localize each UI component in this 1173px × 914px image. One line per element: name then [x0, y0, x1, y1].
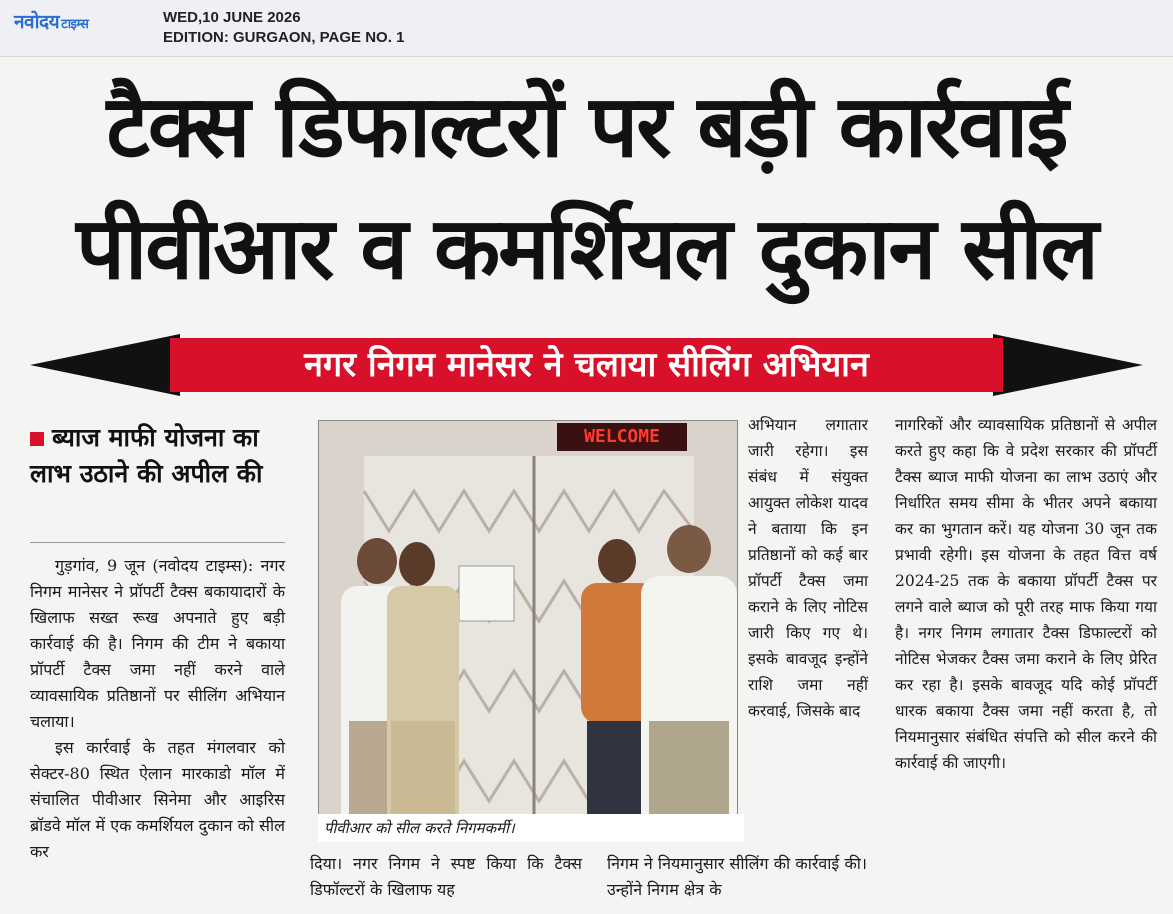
newspaper-logo[interactable] [14, 8, 88, 34]
issue-date: WED,10 JUNE 2026 [163, 9, 301, 26]
column-3 [748, 412, 868, 724]
strapline-banner [30, 334, 1143, 396]
photo-illustration [319, 421, 737, 835]
headline-line-1: टैक्स डिफाल्टरों पर बड़ी कार्रवाई [106, 77, 1067, 177]
welcome-sign: WELCOME [557, 423, 687, 451]
col2-paragraph: दिया। नगर निगम ने स्पष्ट किया कि टैक्स डिफॉल्टरों के खिलाफ यह [310, 854, 582, 899]
top-bar [0, 0, 1173, 57]
subheading-text: ब्याज माफी योजना का लाभ उठाने की अपील की [30, 423, 263, 488]
col1-paragraph-1: गुड़गांव, 9 जून (नवोदय टाइम्स): नगर निगम मानेसर ने प्रॉपर्टी टैक्स बकायादारों के खिलाफ सख्त रूख अपनाते हुए बड़ी कार्रवाई की है। निगम की टीम ने बकाया प्रॉपर्टी टैक्स जमा नहीं करने वाले व्यावसायिक प्रतिष्ठानों पर सीलिंग अभियान चलाया। [30, 556, 285, 731]
column-3-bottom [607, 851, 867, 903]
col3-bottom-paragraph: निगम ने नियमानुसार सीलिंग की कार्रवाई की। उन्होंने निगम क्षेत्र के [607, 854, 867, 899]
logo-text: नवोदय [14, 11, 60, 33]
column-1 [30, 553, 285, 865]
col1-paragraph-2: इस कार्रवाई के तहत मंगलवार को सेक्टर-80 स्थित ऐलान मारकाडो मॉल में संचालित पीवीआर सिनेमा और आइरिस ब्रॉडवे मॉल में एक कमर्शियल दुकान को सील कर [30, 738, 285, 861]
banner-text: नगर निगम मानेसर ने चलाया सीलिंग अभियान [170, 338, 1003, 392]
col4-paragraph: नागरिकों और व्यावसायिक प्रतिष्ठानों से अपील करते हुए कहा कि वे प्रदेश सरकार की प्रॉपर्टी टैक्स ब्याज माफी योजना का लाभ उठाएं और निर्धारित समय सीमा के भीतर अपने बकाया कर का भुगतान करें। यह योजना 30 जून तक प्रभावी रहेगी। इस योजना के तहत वित्त वर्ष 2024-25 तक के बकाया प्रॉपर्टी टैक्स पर लगने वाले ब्याज को पूरी तरह माफ किया गया है। नगर निगम लगातार टैक्स डिफाल्टरों को नोटिस भेजकर टैक्स जमा कराने के लिए प्रेरित कर रहा है। इसके बावजूद यदि कोई प्रॉपर्टी धारक बकाया टैक्स जमा नहीं करता है, तो नियमानुसार संबंधित संपत्ति को सील करने की कार्रवाई की जाएगी। [895, 416, 1157, 772]
banner-right-wedge [993, 334, 1143, 396]
photo-caption: पीवीआर को सील करते निगमकर्मी। [318, 814, 744, 842]
logo-subtext: टाइम्स [61, 17, 89, 32]
subheading [30, 420, 275, 492]
dateline [163, 8, 404, 48]
col3-paragraph: अभियान लगातार जारी रहेगा। इस संबंध में संयुक्त आयुक्त लोकेश यादव ने बताया कि इन प्रतिष्ठानों को कई बार प्रॉपर्टी टैक्स जमा कराने के लिए नोटिस जारी किए गए थे। इसके बावजूद इन्होंने राशि जमा नहीं करवाई, जिसके बाद [748, 416, 868, 720]
column-2-bottom [310, 851, 582, 903]
red-square-bullet-icon [30, 432, 44, 446]
page-headline [0, 66, 1173, 310]
news-photo[interactable] [318, 420, 738, 836]
headline-line-2: पीवीआर व कमर्शियल दुकान सील [76, 199, 1097, 299]
divider-rule [30, 542, 285, 543]
banner-left-wedge [30, 334, 180, 396]
edition-info: EDITION: GURGAON, PAGE NO. 1 [163, 29, 405, 46]
column-4 [895, 412, 1157, 776]
